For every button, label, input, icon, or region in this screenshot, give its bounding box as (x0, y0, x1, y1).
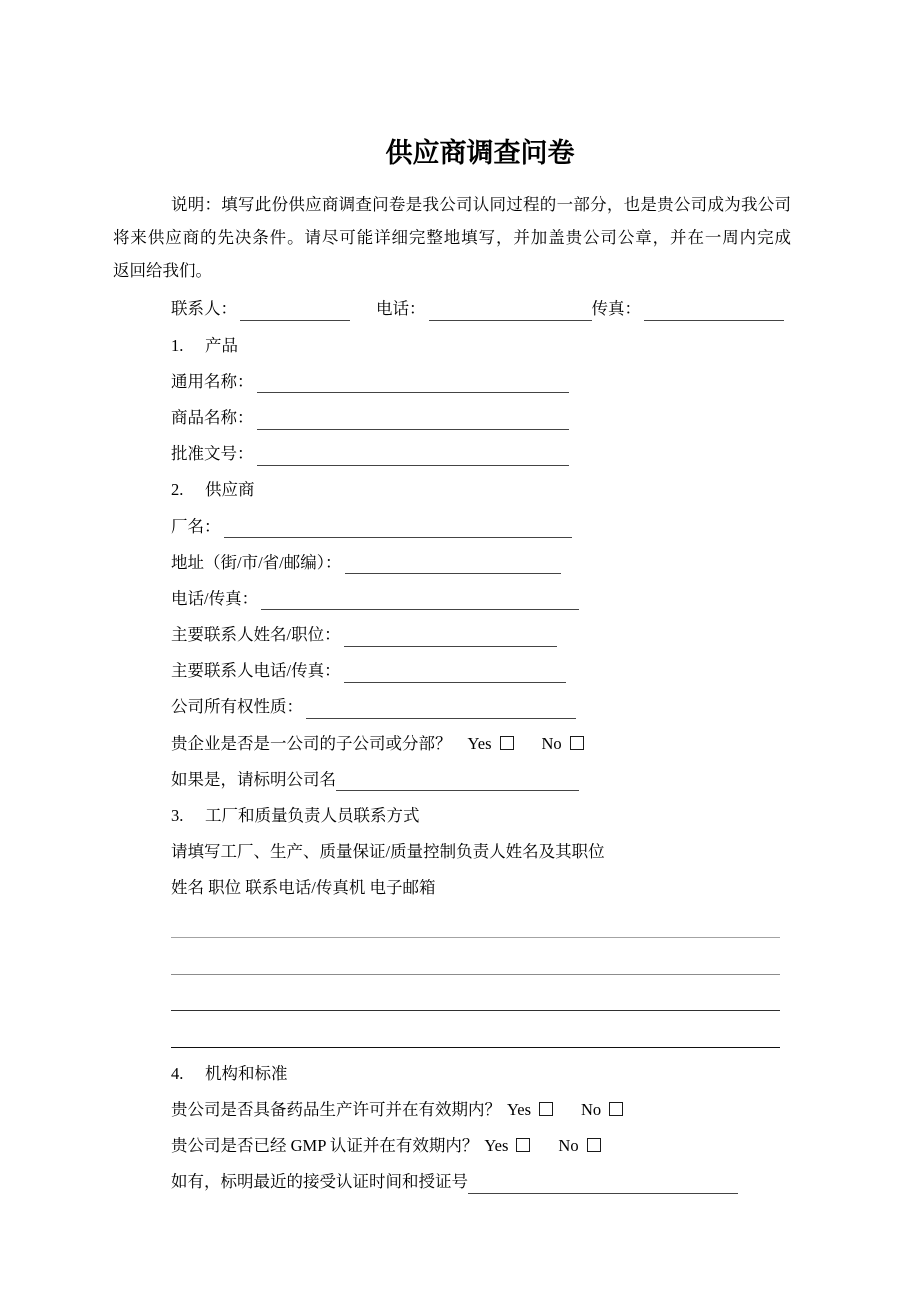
ruled-lines (113, 914, 791, 1048)
approval-no-input[interactable] (257, 443, 569, 466)
generic-name-row (113, 364, 791, 400)
gmp-no-label: No (558, 1135, 579, 1155)
section2-heading (113, 472, 791, 508)
trade-name-input[interactable] (257, 407, 569, 430)
intro-paragraph (113, 189, 791, 287)
subsidiary-no-label: No (541, 733, 562, 753)
write-in-line[interactable] (171, 914, 780, 939)
gmp-yes-label: Yes (484, 1135, 509, 1155)
phone-fax-label: 电话/传真： (171, 588, 259, 608)
contact-phone-fax-input[interactable] (344, 660, 566, 683)
ownership-label: 公司所有权性质： (171, 697, 303, 717)
ownership-input[interactable] (306, 696, 576, 719)
contact-name-title-label: 主要联系人姓名/职位： (171, 625, 341, 645)
cert-number-label: 如有，标明最近的接受认证时间和授证号 (171, 1172, 468, 1192)
contact-phone-input[interactable] (429, 298, 592, 321)
section2-title: 供应商 (205, 480, 255, 500)
contact-fax-label: 传真： (591, 299, 641, 319)
section3-instruction-row (113, 834, 791, 870)
contact-row (113, 291, 791, 327)
page-title: 供应商调查问卷 (385, 138, 575, 168)
cert-number-row (113, 1164, 791, 1200)
intro-line-1: 说明：填写此份供应商调查问卷是我公司认同过程的一部分，也是贵公司成为我公司 (171, 195, 791, 214)
contact-name-input[interactable] (240, 298, 350, 321)
ownership-row (113, 689, 791, 725)
contact-phone-label: 电话： (376, 299, 426, 319)
license-no-checkbox[interactable] (609, 1102, 623, 1116)
contact-phone-fax-row (113, 653, 791, 689)
license-yes-label: Yes (507, 1099, 532, 1119)
generic-name-input[interactable] (257, 370, 569, 393)
intro-line-2: 将来供应商的先决条件。请尽可能详细完整地填写，并加盖贵公司公章，并在一周内完成 (113, 227, 791, 247)
approval-no-row (113, 436, 791, 472)
section1-heading (113, 328, 791, 364)
parent-company-row (113, 762, 791, 798)
section3-heading (113, 798, 791, 834)
write-in-line[interactable] (171, 938, 780, 975)
section3-columns-row (113, 870, 791, 906)
section4-title: 机构和标准 (205, 1063, 288, 1083)
contact-name-title-input[interactable] (344, 624, 557, 647)
subsidiary-no-checkbox[interactable] (570, 736, 584, 750)
section4-heading (113, 1056, 791, 1092)
phone-fax-input[interactable] (261, 587, 579, 610)
address-label: 地址（街/市/省/邮编）： (171, 552, 342, 572)
subsidiary-question-row (113, 726, 791, 762)
gmp-question-row (113, 1128, 791, 1164)
gmp-no-checkbox[interactable] (587, 1138, 601, 1152)
section4-number: 4. (171, 1063, 184, 1083)
section3-columns: 姓名 职位 联系电话/传真机 电子邮箱 (171, 878, 436, 898)
phone-fax-row (113, 581, 791, 617)
gmp-yes-checkbox[interactable] (516, 1138, 530, 1152)
factory-name-input[interactable] (224, 515, 572, 538)
license-question-row (113, 1092, 791, 1128)
write-in-line[interactable] (171, 1011, 780, 1048)
section3-number: 3. (171, 806, 184, 826)
gmp-question-text: 贵公司是否已经 GMP 认证并在有效期内？ (171, 1135, 479, 1155)
section1-number: 1. (171, 335, 184, 355)
contact-phone-fax-label: 主要联系人电话/传真： (171, 661, 341, 681)
approval-no-label: 批准文号： (171, 444, 254, 464)
factory-name-row (113, 509, 791, 545)
contact-name-label: 联系人： (171, 299, 237, 319)
contact-name-title-row (113, 617, 791, 653)
contact-fax-input[interactable] (644, 298, 784, 321)
section1-title: 产品 (205, 335, 238, 355)
parent-company-label: 如果是，请标明公司名 (171, 769, 336, 789)
section3-instruction: 请填写工厂、生产、质量保证/质量控制负责人姓名及其职位 (171, 842, 605, 862)
address-row (113, 545, 791, 581)
license-question-text: 贵公司是否具备药品生产许可并在有效期内？ (171, 1099, 501, 1119)
subsidiary-yes-label: Yes (467, 733, 492, 753)
trade-name-label: 商品名称： (171, 407, 254, 427)
section3-title: 工厂和质量负责人员联系方式 (205, 806, 420, 826)
parent-company-input[interactable] (336, 768, 579, 791)
write-in-line[interactable] (171, 975, 780, 1012)
license-yes-checkbox[interactable] (539, 1102, 553, 1116)
license-no-label: No (581, 1099, 602, 1119)
intro-line-3: 返回给我们。 (113, 260, 212, 280)
section2-number: 2. (171, 480, 184, 500)
subsidiary-yes-checkbox[interactable] (500, 736, 514, 750)
factory-name-label: 厂名： (171, 516, 221, 536)
subsidiary-question-text: 贵企业是否是一公司的子公司或分部？ (171, 733, 452, 753)
cert-number-input[interactable] (468, 1171, 738, 1194)
address-input[interactable] (345, 551, 561, 574)
generic-name-label: 通用名称： (171, 371, 254, 391)
trade-name-row (113, 400, 791, 436)
